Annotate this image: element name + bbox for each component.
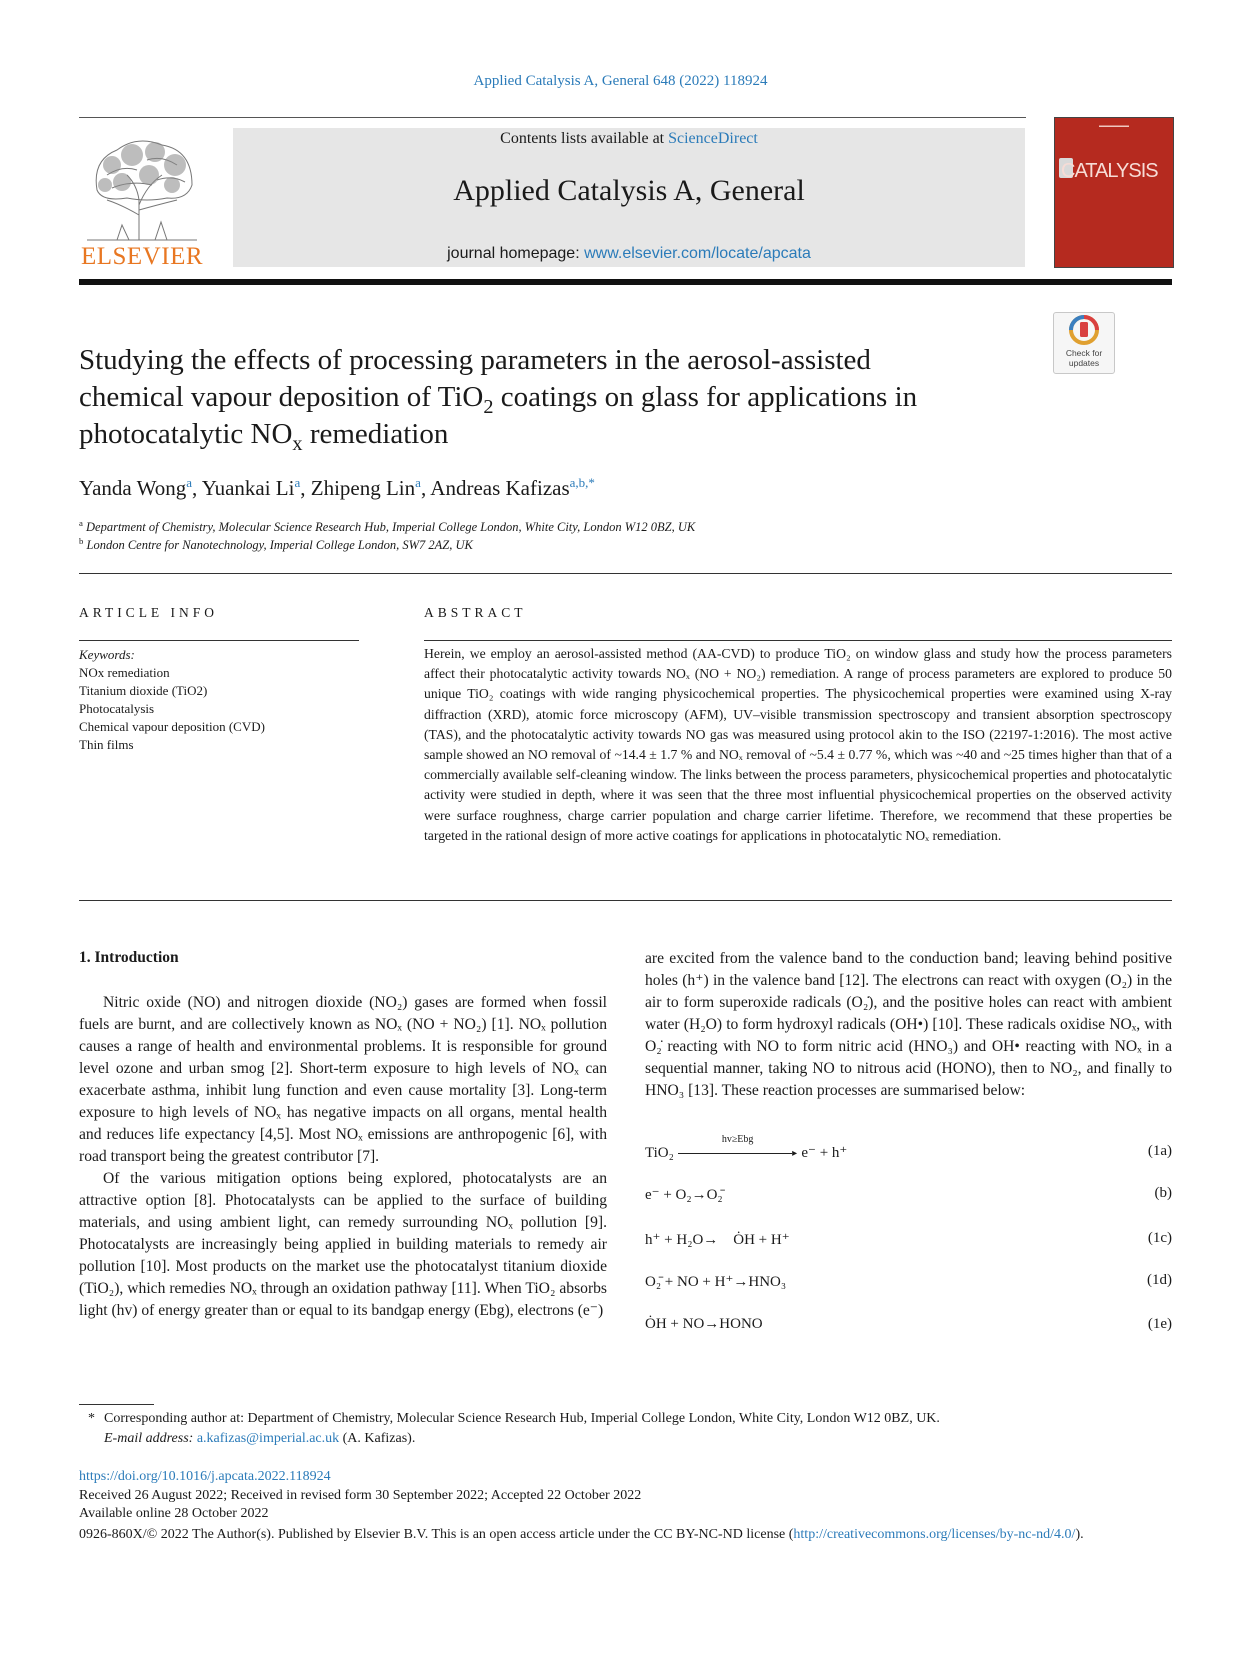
received-dates: Received 26 August 2022; Received in revised form 30 September 2022; Accepted 22 October 2022 xyxy=(79,1488,642,1503)
masthead-rule xyxy=(79,279,1172,285)
abstract-rule xyxy=(424,640,1172,641)
cover-masthead: ▬▬▬▬▬▬ xyxy=(1099,123,1129,129)
author-name[interactable]: Zhipeng Lin xyxy=(310,476,416,500)
article-title xyxy=(79,342,1039,453)
footnote-star: * xyxy=(88,1411,95,1426)
keywords-label: Keywords: xyxy=(79,647,135,662)
check-badge-line1: Check for xyxy=(1065,348,1103,358)
email-label: E-mail address: xyxy=(104,1431,194,1446)
divider xyxy=(79,900,1172,901)
elsevier-wordmark: ELSEVIER xyxy=(80,243,204,270)
sciencedirect-link[interactable]: ScienceDirect xyxy=(668,130,758,147)
divider xyxy=(79,573,1172,574)
equation-1c xyxy=(645,1230,1172,1252)
running-head[interactable]: Applied Catalysis A, General 648 (2022) 118924 xyxy=(473,73,768,89)
license-link[interactable]: http://creativecommons.org/licenses/by-nc-nd/4.0/ xyxy=(793,1527,1076,1542)
body-column-right xyxy=(645,948,1172,1102)
keyword-item: Thin films xyxy=(79,737,134,752)
check-badge-label xyxy=(1054,348,1114,368)
contents-prefix: Contents lists available at xyxy=(500,130,665,147)
equation-number: (1c) xyxy=(1147,1230,1172,1246)
cover-title: CATALYSIS xyxy=(1061,160,1158,182)
available-online-date: Available online 28 October 2022 xyxy=(79,1506,269,1521)
equation-1b xyxy=(645,1185,1172,1207)
journal-masthead xyxy=(233,128,1025,267)
author-list: Yanda Wong$^a$, Yuankai Li$^a$, Zhipeng Lin$^a$, Andreas Kafizas$^{a,b,*}$ xyxy=(79,475,595,500)
keyword-item: Photocatalysis xyxy=(79,701,155,716)
keyword-item: Chemical vapour deposition (CVD) xyxy=(79,719,265,734)
author-name[interactable]: Yuankai Li xyxy=(201,476,295,500)
title-line-2: chemical vapour deposition of TiO$_2$ coatings on glass for applications in xyxy=(79,381,918,418)
intro-paragraph-3: are excited from the valence band to the conduction band; leaving behind positive holes (h⁺) in the valence band [12]. The electrons can react with oxygen (O₂) in the air to form superoxide radicals (O₂̇), and the positive holes can react with ambient water (H₂O) to form hydroxyl radicals (OH•) [10]. These radicals oxidise NOₓ, with O₂̇ reacting with NO to form nitric acid (HNO₃) and OH• reacting with NOₓ in a sequential manner, taking NO to nitrous acid (HONO), then to NO₂, and finally to HNO₃ [13]. These reaction processes are summarised below: xyxy=(645,950,1172,1099)
equation-1a xyxy=(645,1134,1172,1165)
keyword-item: Titanium dioxide (TiO2) xyxy=(79,683,208,698)
journal-cover-thumbnail[interactable] xyxy=(1054,117,1174,268)
keywords-block xyxy=(79,646,359,754)
abstract-heading: ABSTRACT xyxy=(424,605,527,620)
author-affil-mark[interactable]: a xyxy=(415,475,421,490)
license-text: 0926-860X/© 2022 The Author(s). Published by Elsevier B.V. This is an open access article under the CC BY-NC-ND license ( xyxy=(79,1527,794,1542)
keyword-item: NOx remediation xyxy=(79,665,170,680)
license-end: ). xyxy=(1075,1527,1084,1542)
equation-body: TiO₂ hv≥Ebg ▸ e⁻ + h⁺ xyxy=(645,1134,848,1161)
equation-number: (1a) xyxy=(1147,1143,1172,1159)
affiliation-a: $^a$ Department of Chemistry, Molecular Science Research Hub, Imperial College London, White City, London W12 0BZ, UK xyxy=(79,517,696,534)
author-name[interactable]: Andreas Kafizas xyxy=(430,476,570,500)
equation-body: h⁺ + H₂O→ ȮH + H⁺ xyxy=(645,1232,790,1248)
author-name[interactable]: Yanda Wong xyxy=(79,476,187,500)
equation-number: (1d) xyxy=(1147,1272,1172,1288)
equation-body: ȮH + NO→HONO xyxy=(645,1316,763,1332)
doi-link[interactable]: https://doi.org/10.1016/j.apcata.2022.118924 xyxy=(79,1469,331,1484)
title-line-3: photocatalytic $NO_x$ remediation xyxy=(79,418,449,455)
email-link[interactable]: a.kafizas@imperial.ac.uk xyxy=(196,1431,340,1446)
homepage-line xyxy=(233,245,1025,263)
equation-1d xyxy=(645,1272,1172,1294)
email-line xyxy=(104,1429,940,1449)
intro-paragraph-1: Nitric oxide (NO) and nitrogen dioxide (NO₂) gases are formed when fossil fuels are burnt, and are collectively known as NOₓ (NO + NO₂) [1]. NOₓ pollution causes a range of health and environmental problems. It is responsible for ground level ozone and urban smog [2]. Short-term exposure to high levels of NOₓ can exacerbate asthma, inhibit lung function and even cause mortality [3]. Long-term exposure to high levels of NOₓ has negative impacts on all organs, mental health and reduces life expectancy [4,5]. Most NOₓ emissions are anthropogenic [6], with road transport being the greatest contributor [7]. xyxy=(79,994,607,1165)
article-info-heading: ARTICLE INFO xyxy=(79,605,219,620)
journal-name: Applied Catalysis A, General xyxy=(453,174,805,207)
section-heading-introduction: 1. Introduction xyxy=(79,949,179,966)
equation-body: O₂̄ + NO + H⁺→HNO₃ xyxy=(645,1274,787,1290)
author-affil-mark[interactable]: a xyxy=(186,475,192,490)
check-badge-line2: updates xyxy=(1068,358,1100,368)
equation-1e xyxy=(645,1316,1172,1338)
elsevier-logo xyxy=(77,130,207,270)
equation-number: (1e) xyxy=(1147,1316,1172,1332)
title-line-1: Studying the effects of processing parameters in the aerosol-assisted xyxy=(79,344,871,376)
homepage-prefix: journal homepage: xyxy=(447,245,580,262)
abstract-text: Herein, we employ an aerosol-assisted method (AA-CVD) to produce TiO₂ on window glass and study how the process parameters affect their photocatalytic activity towards NOₓ (NO + NO₂) remediation. A range of process parameters are explored to produce 50 unique TiO₂ coatings with wide ranging physicochemical properties. The physicochemical properties were examined using X-ray diffraction (XRD), atomic force microscopy (AFM), UV–visible transmission spectroscopy and transient absorption spectroscopy (TAS), and the photocatalytic activity towards NO gas was measured using protocol akin to the ISO (22197-1:2016). The most active sample showed an NO removal of ~14.4 ± 1.7 % and NOₓ removal of ~5.4 ± 0.77 %, which was ~40 and ~25 times higher than that of a commercially available self-cleaning window. The links between the process parameters, physicochemical properties and photocatalytic activity were studied in depth, where it was seen that the three most influential physicochemical properties on the observed activity were surface roughness, charge carrier population and charge carrier lifetime. Therefore, we recommend that these properties be targeted in the rational design of more active coatings for applications in photocatalytic NOₓ remediation. xyxy=(424,646,1172,843)
tree-icon xyxy=(77,130,207,242)
homepage-link[interactable]: www.elsevier.com/locate/apcata xyxy=(584,245,811,262)
email-suffix: (A. Kafizas). xyxy=(342,1431,416,1446)
affiliation-b: $^b$ London Centre for Nanotechnology, Imperial College London, SW7 2AZ, UK xyxy=(79,535,473,552)
crossmark-icon xyxy=(1054,313,1114,349)
equation-body: e⁻ + O₂→O₂̄ xyxy=(645,1187,723,1203)
equation-number: (b) xyxy=(1154,1185,1172,1201)
check-for-updates-badge[interactable] xyxy=(1053,312,1115,374)
body-column-left xyxy=(79,992,607,1322)
contents-line xyxy=(233,130,1025,148)
author-affil-mark[interactable]: a,b,* xyxy=(569,475,595,490)
footnote-text: Corresponding author at: Department of Chemistry, Molecular Science Research Hub, Imperial College London, White City, London W12 0BZ, UK. xyxy=(104,1411,940,1426)
footnote-rule xyxy=(79,1404,154,1405)
header-rule xyxy=(79,117,1026,118)
license-statement xyxy=(79,1525,1172,1544)
corresponding-author-footnote xyxy=(88,1409,940,1449)
intro-paragraph-2: Of the various mitigation options being explored, photocatalysts are an attractive option [8]. Photocatalysts can be applied to the surface of building materials, and using ambient light, can remedy surrounding NOₓ pollution [9]. Photocatalysts are increasingly being applied in building materials to remedy air pollution [10]. Most products on the market use the photocatalyst titanium dioxide (TiO₂), which remedies NOₓ through an oxidation pathway [11]. When TiO₂ absorbs light (hv) of energy greater than or equal to its bandgap energy (Ebg), electrons (e⁻) xyxy=(79,1170,607,1319)
author-affil-mark[interactable]: a xyxy=(294,475,301,490)
article-info-rule xyxy=(79,640,359,641)
